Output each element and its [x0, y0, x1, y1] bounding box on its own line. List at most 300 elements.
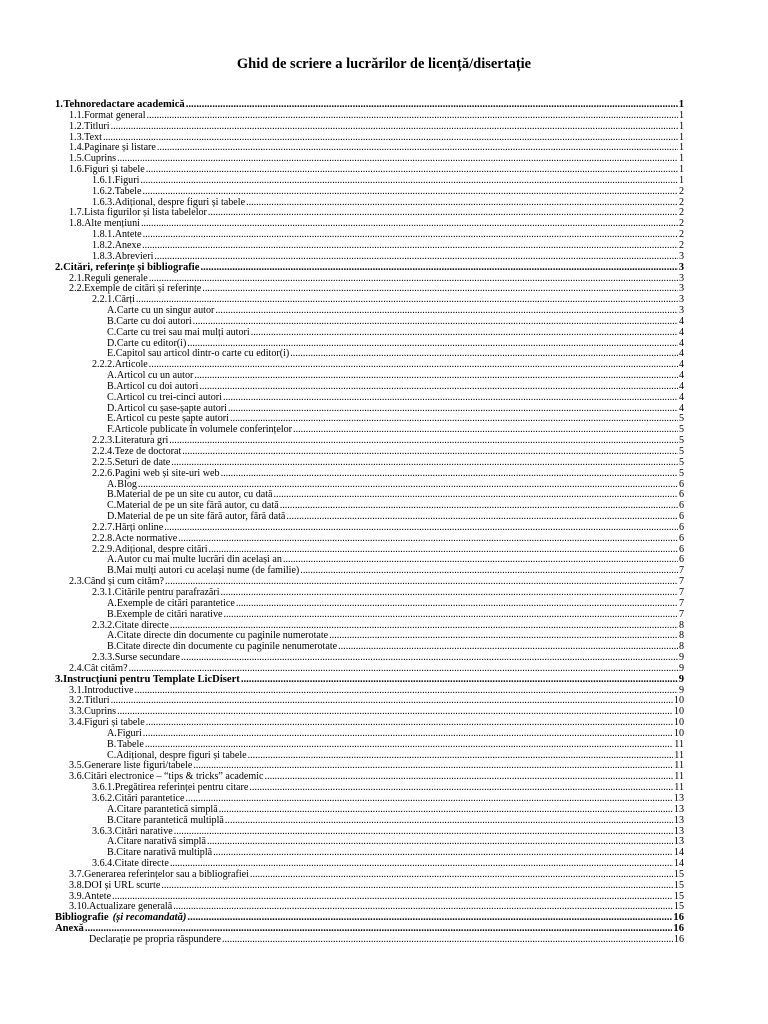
toc-entry-page-number: 13 — [673, 793, 684, 804]
toc-leader-dots — [202, 284, 678, 295]
toc-entry-label: Hărți online — [114, 521, 164, 533]
toc-entry-label: Blog — [117, 478, 137, 490]
toc-entry-page-number: 1 — [678, 131, 684, 143]
toc-entry-number: C. — [107, 749, 117, 761]
toc-entry-number: E. — [107, 348, 116, 360]
toc-entry-label: Cuprins — [84, 706, 117, 718]
toc-entry-number: A. — [107, 370, 117, 382]
toc-entry-page-number: 6 — [678, 478, 684, 490]
toc-entry[interactable] — [55, 707, 684, 718]
toc-entry-label: Când și cum cităm? — [84, 576, 165, 588]
toc-entry[interactable] — [55, 816, 684, 827]
toc-entry-label: DOI și URL scurte — [84, 879, 161, 891]
toc-entry-label: Citări narative — [114, 825, 173, 837]
toc-entry-number: 1.4. — [69, 142, 85, 154]
toc-entry-page-number: 4 — [678, 315, 684, 327]
toc-entry-page-number: 6 — [678, 543, 684, 555]
toc-entry[interactable] — [55, 935, 684, 946]
toc-entry-label: Cărți — [114, 294, 135, 306]
toc-entry-label: Titluri — [84, 120, 110, 132]
toc-entry-label: Anexe — [114, 239, 142, 251]
toc-leader-dots — [111, 122, 678, 133]
toc-entry-label: Citare narativă multiplă — [116, 847, 213, 859]
toc-entry-label: Bibliografie — [55, 912, 109, 924]
toc-entry-label: Generarea referințelor sau a bibliografiei — [84, 868, 249, 880]
toc-leader-dots — [181, 653, 678, 664]
toc-entry-label: Instrucțiuni pentru Template LicDisert — [62, 673, 240, 685]
toc-entry-label: Citări, referințe și bibliografie — [63, 261, 200, 273]
toc-entry-label-suffix: (și recomandată) — [112, 912, 187, 924]
toc-entry-number: E. — [107, 413, 116, 425]
toc-entry-number: 2.2. — [69, 283, 85, 295]
toc-leader-dots — [293, 425, 678, 436]
toc-leader-dots — [186, 100, 678, 111]
toc-leader-dots — [250, 870, 673, 881]
toc-leader-dots — [112, 892, 673, 903]
toc-entry-page-number: 16 — [673, 933, 684, 945]
toc-entry-page-number: 11 — [674, 749, 684, 761]
toc-leader-dots — [274, 490, 678, 501]
toc-leader-dots — [143, 230, 678, 241]
toc-leader-dots — [265, 772, 674, 783]
toc-leader-dots — [146, 718, 673, 729]
toc-entry-page-number: 4 — [678, 359, 684, 371]
toc-entry-page-number: 8 — [678, 641, 684, 653]
toc-entry-page-number: 10 — [673, 706, 684, 718]
toc-entry-page-number: 6 — [678, 511, 684, 523]
toc-entry[interactable] — [55, 393, 684, 404]
toc-entry-number: C. — [107, 391, 117, 403]
toc-leader-dots — [223, 610, 677, 621]
toc-leader-dots — [140, 176, 678, 187]
toc-entry-label: Acte normative — [114, 532, 178, 544]
toc-entry-label: Carte cu trei sau mai mulți autori — [116, 326, 250, 338]
toc-leader-dots — [186, 794, 673, 805]
toc-leader-dots — [200, 263, 677, 274]
toc-entry-page-number: 1 — [678, 153, 684, 165]
toc-entry-number: 3.6.1. — [92, 782, 115, 794]
toc-leader-dots — [136, 295, 678, 306]
toc-entry-label: Antete — [114, 229, 142, 241]
toc-entry-label: Seturi de date — [114, 456, 171, 468]
toc-leader-dots — [187, 913, 672, 924]
toc-entry-page-number: 2 — [678, 239, 684, 251]
toc-entry[interactable] — [55, 165, 684, 176]
toc-entry-number: D. — [107, 337, 117, 349]
toc-entry-number: A. — [107, 803, 117, 815]
toc-entry-page-number: 6 — [678, 554, 684, 566]
toc-entry-number: B. — [107, 814, 117, 826]
toc-entry-number: 1.7. — [69, 207, 85, 219]
toc-leader-dots — [164, 523, 678, 534]
toc-entry-page-number: 6 — [678, 532, 684, 544]
toc-entry[interactable] — [55, 653, 684, 664]
toc-leader-dots — [290, 349, 678, 360]
toc-entry-number: 3.4. — [69, 717, 85, 729]
toc-entry-page-number: 4 — [678, 326, 684, 338]
toc-entry-label: Generare liste figuri/tabele — [84, 760, 193, 772]
toc-leader-dots — [219, 805, 673, 816]
toc-entry-label: Anexă — [55, 923, 84, 935]
toc-entry-page-number: 11 — [674, 771, 684, 783]
toc-entry-label: Citare parantetică multiplă — [116, 814, 224, 826]
toc-entry-page-number: 2 — [678, 218, 684, 230]
toc-leader-dots — [147, 111, 678, 122]
toc-entry-number: 3.9. — [69, 890, 85, 902]
toc-entry-number: 1.8.1. — [92, 229, 115, 241]
toc-entry-label: Reguli generale — [84, 272, 148, 284]
toc-entry-number: 3.2. — [69, 695, 85, 707]
toc-entry-label: Articol cu un autor — [116, 370, 194, 382]
toc-entry-number: 3.5. — [69, 760, 85, 772]
toc-entry-number: D. — [107, 511, 117, 523]
toc-entry-number: 3.3. — [69, 706, 85, 718]
toc-entry-page-number: 6 — [678, 489, 684, 501]
toc-leader-dots — [230, 414, 678, 425]
toc-entry-label: Figuri — [114, 174, 140, 186]
toc-leader-dots — [134, 686, 677, 697]
toc-leader-dots — [222, 935, 673, 946]
toc-entry-label: Literatura gri — [114, 435, 169, 447]
toc-entry-page-number: 1 — [678, 99, 684, 110]
toc-leader-dots — [207, 837, 673, 848]
toc-entry-page-number: 11 — [674, 738, 684, 750]
toc-entry-page-number: 9 — [678, 662, 684, 674]
toc-leader-dots — [241, 675, 678, 686]
toc-entry[interactable] — [55, 176, 684, 187]
toc-leader-dots — [111, 696, 673, 707]
toc-entry[interactable] — [55, 122, 684, 133]
toc-entry-label: Lista figurilor și lista tabelelor — [84, 207, 207, 219]
toc-entry-page-number: 7 — [678, 565, 684, 577]
toc-entry[interactable] — [55, 675, 684, 686]
toc-entry-label: Abrevieri — [114, 250, 154, 262]
toc-entry-number: 2.1. — [69, 272, 85, 284]
toc-entry[interactable] — [55, 881, 684, 892]
document-title: Ghid de scriere a lucrărilor de licență/disertație — [236, 56, 532, 72]
toc-entry-page-number: 14 — [673, 858, 684, 870]
toc-entry-label: Paginare și listare — [84, 142, 156, 154]
toc-leader-dots — [142, 187, 677, 198]
toc-entry[interactable] — [55, 284, 684, 295]
toc-entry-page-number: 5 — [678, 413, 684, 425]
toc-entry-number: 2.3.1. — [92, 586, 115, 598]
toc-entry-page-number: 15 — [673, 879, 684, 891]
toc-entry-label: Citate directe — [114, 858, 169, 870]
toc-entry[interactable] — [55, 154, 684, 165]
toc-entry-label: Material de pe un site fără autor, cu dată — [116, 500, 279, 512]
toc-entry[interactable] — [55, 230, 684, 241]
toc-entry-page-number: 2 — [678, 196, 684, 208]
toc-entry-number: 3.6.4. — [92, 858, 115, 870]
toc-leader-dots — [223, 393, 678, 404]
toc-leader-dots — [174, 827, 673, 838]
toc-entry[interactable] — [55, 219, 684, 230]
toc-entry-page-number: 6 — [678, 500, 684, 512]
toc-entry-label: Format general — [84, 109, 146, 121]
toc-entry-label: Teze de doctorat — [114, 446, 182, 457]
toc-entry-page-number: 8 — [678, 630, 684, 642]
toc-entry-label: Adițional, despre citări — [114, 543, 208, 555]
toc-entry-number: 2.2.2. — [92, 359, 115, 371]
toc-entry-label: Autor cu mai multe lucrări din același an — [116, 554, 282, 566]
toc-entry-page-number: 13 — [673, 803, 684, 815]
toc-entry-number: 2. — [55, 261, 63, 273]
toc-entry-page-number: 4 — [678, 370, 684, 382]
toc-entry-page-number: 5 — [678, 435, 684, 447]
toc-entry-number: B. — [107, 641, 117, 653]
toc-leader-dots — [215, 306, 678, 317]
toc-leader-dots — [338, 642, 678, 653]
toc-entry-label: Articole — [114, 359, 148, 371]
toc-leader-dots — [171, 458, 678, 469]
toc-entry-page-number: 2 — [678, 185, 684, 197]
toc-entry[interactable] — [55, 208, 684, 219]
toc-entry-label: Introductive — [84, 684, 134, 696]
toc-entry-number: 1.5. — [69, 153, 85, 165]
toc-leader-dots — [173, 902, 673, 913]
toc-entry[interactable] — [55, 349, 684, 360]
toc-entry-label: Figuri și tabele — [84, 164, 145, 176]
toc-entry[interactable] — [55, 686, 684, 697]
toc-entry-page-number: 9 — [678, 673, 684, 685]
toc-leader-dots — [117, 154, 678, 165]
toc-entry-page-number: 1 — [678, 109, 684, 121]
toc-entry-label: Citate directe din documente cu paginile nenumerotate — [116, 641, 338, 653]
toc-entry[interactable] — [55, 718, 684, 729]
toc-entry-label: Citări parantetice — [114, 793, 185, 804]
toc-entry-page-number: 5 — [678, 424, 684, 436]
toc-entry-label: Pregătirea referinței pentru citare — [114, 782, 249, 794]
toc-entry-number: A. — [107, 836, 117, 848]
toc-entry-label: Pagini web și site-uri web — [114, 467, 220, 479]
toc-entry-label: Alte mențiuni — [84, 218, 140, 230]
toc-leader-dots — [228, 404, 678, 415]
toc-entry-label: Exemple de citări parantetice — [116, 597, 235, 609]
toc-entry-number: 1.1. — [69, 109, 85, 121]
toc-entry-number: 2.4. — [69, 662, 85, 674]
toc-entry-page-number: 10 — [673, 695, 684, 707]
toc-leader-dots — [221, 588, 678, 599]
toc-entry-number: C. — [107, 326, 117, 338]
toc-leader-dots — [246, 198, 678, 209]
toc-entry-page-number: 4 — [678, 402, 684, 414]
toc-entry-page-number: 9 — [678, 684, 684, 696]
toc-entry-number: A. — [107, 630, 117, 642]
toc-entry-label: Titluri — [84, 695, 110, 707]
toc-entry-page-number: 16 — [673, 923, 684, 935]
toc-entry[interactable] — [55, 729, 684, 740]
toc-leader-dots — [221, 469, 678, 480]
toc-leader-dots — [182, 447, 678, 458]
toc-entry-number: 2.2.4. — [92, 446, 115, 457]
toc-entry-number: 2.2.5. — [92, 456, 115, 468]
toc-leader-dots — [236, 599, 678, 610]
toc-entry-number: 1.8.2. — [92, 239, 115, 251]
toc-entry-number: 1. — [55, 99, 63, 110]
toc-entry-number: 3.6.2. — [92, 793, 115, 804]
toc-entry-page-number: 15 — [673, 868, 684, 880]
toc-entry-label: Mai mulți autori cu același nume (de familie) — [116, 565, 300, 577]
toc-leader-dots — [283, 555, 678, 566]
toc-entry-page-number: 8 — [678, 619, 684, 631]
toc-entry-number: 1.8.3. — [92, 250, 115, 262]
toc-entry-number: 3.8. — [69, 879, 85, 891]
toc-leader-dots — [193, 761, 673, 772]
toc-leader-dots — [248, 751, 674, 762]
toc-entry-label: Exemple de citări și referințe — [84, 283, 202, 295]
toc-entry-label: Antete — [84, 890, 112, 902]
toc-entry-label: Citările pentru parafrazări — [114, 586, 220, 598]
toc-entry-page-number: 5 — [678, 467, 684, 479]
toc-entry-number: B. — [107, 315, 117, 327]
toc-entry-label: Actualizare generală — [89, 901, 173, 913]
toc-entry-label: Declarație pe propria răspundere — [89, 933, 221, 945]
toc-entry-label: Carte cu doi autori — [116, 315, 192, 327]
toc-entry-page-number: 7 — [678, 576, 684, 588]
toc-leader-dots — [157, 143, 678, 154]
toc-entry[interactable] — [55, 913, 684, 924]
toc-entry[interactable] — [55, 263, 684, 274]
toc-entry[interactable] — [55, 100, 684, 111]
toc-entry-page-number: 7 — [678, 586, 684, 598]
toc-entry-page-number: 7 — [678, 608, 684, 620]
toc-entry-label: Tabele — [114, 185, 142, 197]
toc-entry-number: 2.2.3. — [92, 435, 115, 447]
toc-entry-number: 2.2.6. — [92, 467, 115, 479]
toc-entry-page-number: 4 — [678, 337, 684, 349]
toc-entry-label: Tabele — [117, 738, 144, 750]
toc-entry-page-number: 11 — [674, 760, 684, 772]
toc-entry-number: B. — [107, 380, 117, 392]
toc-entry-page-number: 2 — [678, 229, 684, 241]
toc-entry-number: 3.7. — [69, 868, 85, 880]
toc-entry-page-number: 3 — [678, 261, 684, 273]
toc-entry-number: B. — [107, 738, 117, 750]
toc-leader-dots — [141, 219, 678, 230]
toc-leader-dots — [300, 566, 678, 577]
toc-entry[interactable] — [55, 143, 684, 154]
toc-leader-dots — [199, 382, 678, 393]
toc-entry-page-number: 3 — [678, 272, 684, 284]
toc-entry-label: Capitol sau articol dintr-o carte cu editor(i) — [115, 348, 290, 360]
toc-entry-page-number: 14 — [673, 847, 684, 859]
toc-entry[interactable] — [55, 610, 684, 621]
table-of-contents — [55, 100, 684, 946]
toc-entry-number: 3.6. — [69, 771, 85, 783]
toc-leader-dots — [329, 631, 678, 642]
toc-entry-page-number: 3 — [678, 283, 684, 295]
toc-entry-label: Tehnoredactare academică — [63, 99, 185, 110]
toc-entry-number: A. — [107, 554, 117, 566]
toc-entry-label: Text — [84, 131, 102, 143]
toc-leader-dots — [208, 208, 678, 219]
toc-entry-label: Citare narativă simplă — [116, 836, 206, 848]
toc-entry-number: B. — [107, 565, 117, 577]
toc-leader-dots — [154, 252, 678, 263]
toc-entry-page-number: 1 — [678, 164, 684, 176]
toc-entry[interactable] — [55, 111, 684, 122]
toc-entry-number: A. — [107, 305, 117, 317]
toc-entry-page-number: 13 — [673, 814, 684, 826]
toc-entry-label: Articol cu doi autori — [116, 380, 199, 392]
toc-entry-number: B. — [107, 489, 117, 501]
toc-leader-dots — [149, 360, 678, 371]
toc-entry-label: Material de pe un site cu autor, cu dată — [116, 489, 273, 501]
toc-entry-number: 3.1. — [69, 684, 85, 696]
toc-entry-page-number: 2 — [678, 207, 684, 219]
toc-entry-page-number: 11 — [674, 782, 684, 794]
toc-entry-page-number: 5 — [678, 456, 684, 468]
toc-leader-dots — [161, 881, 673, 892]
toc-entry-label: Articol cu trei-cinci autori — [116, 391, 222, 403]
toc-leader-dots — [249, 783, 673, 794]
toc-entry-label: Exemple de citări narative — [116, 608, 223, 620]
toc-entry-number: 3.6.3. — [92, 825, 115, 837]
toc-entry-label: Figuri — [117, 727, 142, 739]
toc-entry[interactable] — [55, 696, 684, 707]
toc-leader-dots — [145, 740, 673, 751]
toc-entry[interactable] — [55, 469, 684, 480]
toc-leader-dots — [280, 501, 678, 512]
toc-entry-page-number: 16 — [673, 912, 684, 924]
toc-entry-number: A. — [107, 727, 117, 739]
toc-entry-page-number: 13 — [673, 825, 684, 837]
toc-entry-number: B. — [107, 847, 117, 859]
toc-entry-number: A. — [107, 597, 117, 609]
toc-leader-dots — [169, 436, 678, 447]
toc-entry-page-number: 1 — [678, 142, 684, 154]
toc-entry-page-number: 1 — [678, 120, 684, 132]
toc-entry-label: Citate directe — [114, 619, 169, 631]
toc-entry-page-number: 1 — [678, 174, 684, 186]
toc-entry-number: 1.6. — [69, 164, 85, 176]
toc-entry-page-number: 3 — [678, 294, 684, 306]
toc-entry[interactable] — [55, 328, 684, 339]
toc-entry-number: 1.6.3. — [92, 196, 115, 208]
toc-leader-dots — [149, 274, 678, 285]
toc-entry-page-number: 6 — [678, 521, 684, 533]
toc-entry-number: 3. — [55, 673, 63, 685]
toc-entry-label: Adițional, despre figuri și tabele — [114, 196, 246, 208]
toc-leader-dots — [117, 707, 673, 718]
toc-entry-page-number: 10 — [673, 727, 684, 739]
toc-entry-label: Surse secundare — [114, 652, 181, 664]
toc-entry-number: F. — [107, 424, 115, 436]
toc-entry-number: D. — [107, 402, 117, 414]
toc-entry-page-number: 15 — [673, 901, 684, 913]
toc-leader-dots — [146, 165, 678, 176]
toc-entry-number: 2.2.1. — [92, 294, 115, 306]
toc-entry-label: Material de pe un site fără autor, fără dată — [116, 511, 286, 523]
toc-entry[interactable] — [55, 740, 684, 751]
toc-entry-label: Cuprins — [84, 153, 117, 165]
toc-entry-label: Citări electronice – “tips & tricks” academic — [84, 771, 264, 783]
toc-leader-dots — [178, 534, 678, 545]
toc-entry-page-number: 4 — [678, 391, 684, 403]
toc-entry-number: C. — [107, 500, 117, 512]
toc-entry-label: Citate directe din documente cu paginile numerotate — [116, 630, 329, 642]
toc-entry[interactable] — [55, 187, 684, 198]
toc-entry-label: Articole publicate în volumele conferințelor — [114, 424, 293, 436]
toc-entry-label: Cât cităm? — [84, 662, 128, 674]
toc-entry-page-number: 5 — [678, 446, 684, 457]
toc-entry-page-number: 4 — [678, 380, 684, 392]
toc-entry-page-number: 10 — [673, 717, 684, 729]
toc-leader-dots — [103, 133, 678, 144]
toc-entry[interactable] — [55, 534, 684, 545]
toc-entry-label: Figuri și tabele — [84, 717, 145, 729]
